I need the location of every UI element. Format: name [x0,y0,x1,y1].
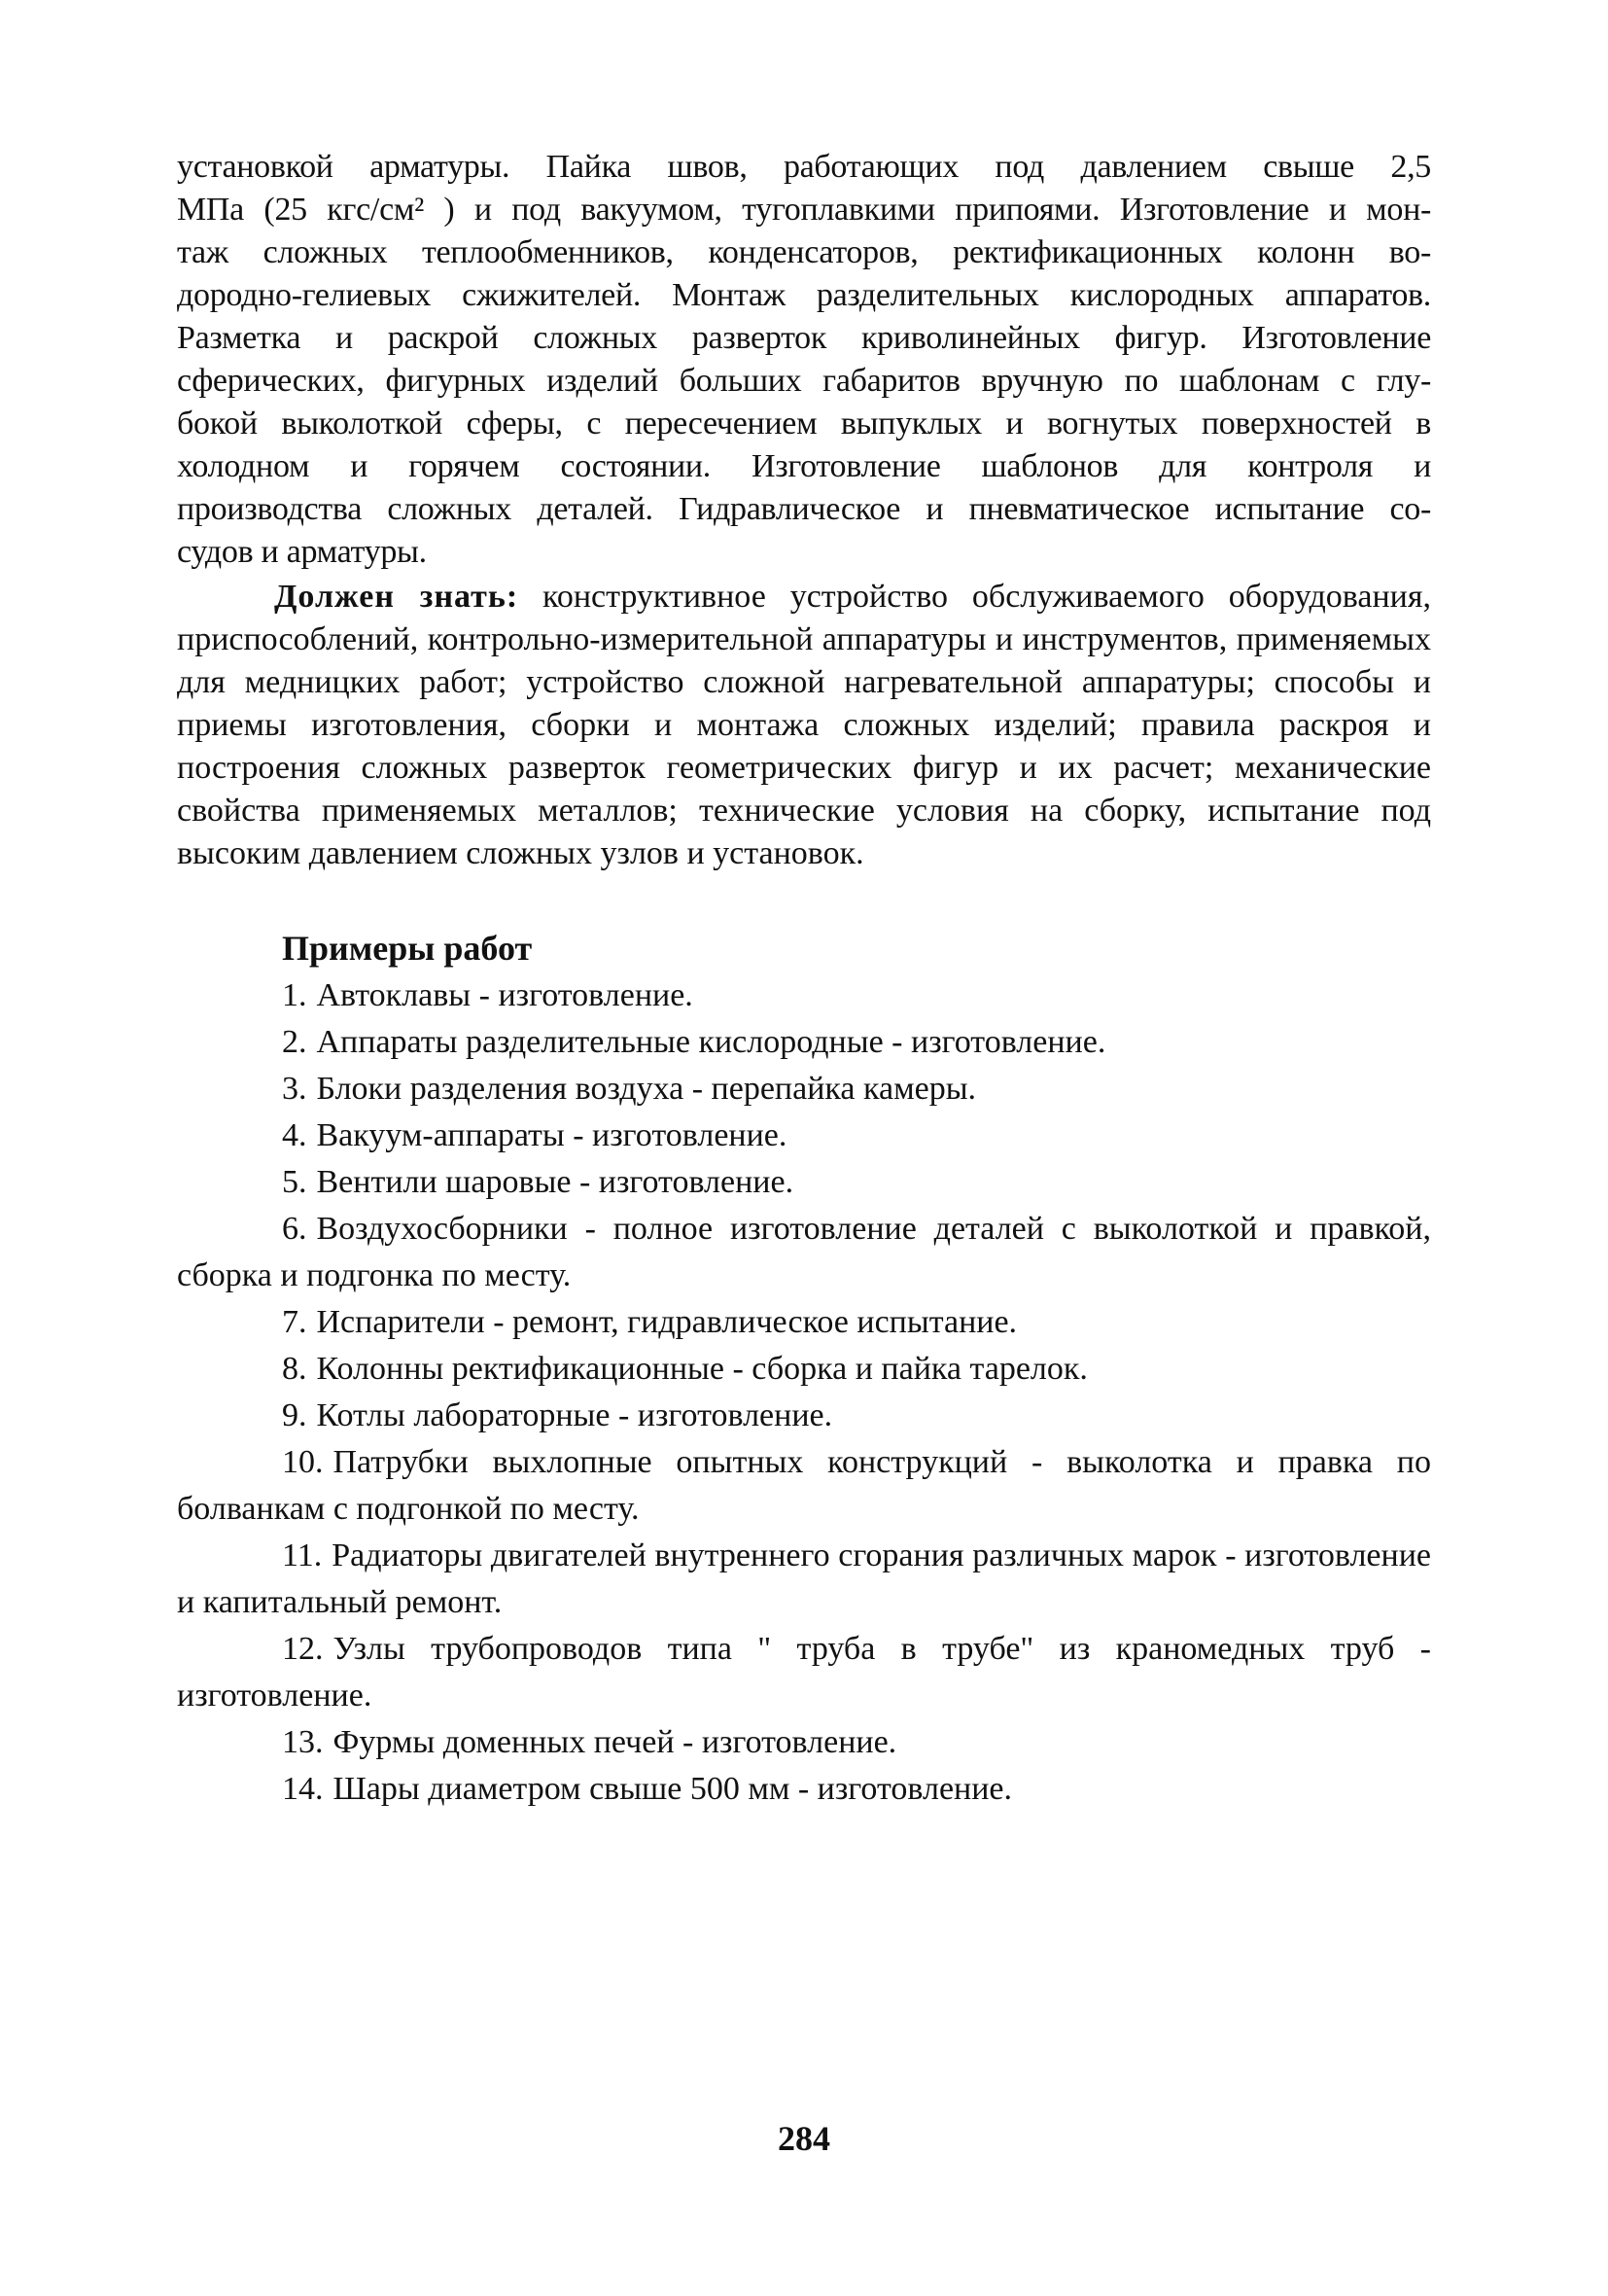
example-number: 10. [282,1444,324,1480]
example-item [177,1113,1431,1159]
example-number: 6. [282,1211,307,1247]
example-text: Аппараты разделительные кислородные - изготовление. [316,1024,1106,1060]
intro-line: установкой арматуры. Пайка швов, работающих под давлением свыше 2,5 [177,149,1431,185]
example-text: Котлы лабораторные - изготовление. [316,1397,833,1433]
example-text: Автоклавы - изготовление. [316,977,693,1013]
example-item [177,1533,1431,1626]
example-text: Блоки разделения воздуха - перепайка камеры. [316,1071,977,1107]
example-number: 13. [282,1724,324,1760]
intro-line: сферических, фигурных изделий больших габаритов вручную по шаблонам с глу- [177,363,1431,399]
example-item [177,1206,1431,1299]
example-number: 4. [282,1117,307,1153]
example-text: Узлы трубопроводов типа " труба в трубе" из краномедных труб - изготовление. [177,1631,1431,1713]
example-number: 11. [282,1537,323,1573]
intro-paragraph [177,146,1431,574]
example-item [177,1346,1431,1393]
example-number: 8. [282,1351,307,1387]
example-text: Радиаторы двигателей внутреннего сгорания различных марок - изготовление и капитальный ремонт. [177,1537,1431,1620]
intro-line: холодном и горячем состоянии. Изготовление шаблонов для контроля и [177,448,1431,484]
intro-line: таж сложных теплообменников, конденсаторов, ректификационных колонн во- [177,234,1431,270]
intro-line: МПа (25 кгс/см² ) и под вакуумом, тугоплавкими припоями. Изготовление и мон- [177,192,1431,228]
example-item [177,1719,1431,1766]
example-item [177,1299,1431,1346]
example-item [177,1159,1431,1206]
example-text: Испарители - ремонт, гидравлическое испытание. [316,1304,1018,1340]
intro-line: производства сложных деталей. Гидравлическое и пневматическое испытание со- [177,491,1431,527]
example-item [177,1019,1431,1066]
page-number: 284 [778,2119,830,2158]
knowledge-paragraph [177,576,1431,875]
example-text: Патрубки выхлопные опытных конструкций - выколотка и правка по болванкам с подгонкой по месту. [177,1444,1431,1527]
intro-line: Разметка и раскрой сложных разверток криволинейных фигур. Изготовление [177,320,1431,356]
example-text: Шары диаметром свыше 500 мм - изготовление. [332,1771,1013,1807]
example-number: 5. [282,1164,307,1200]
knowledge-label: Должен знать: [274,579,519,615]
example-number: 7. [282,1304,307,1340]
example-text: Вентили шаровые - изготовление. [316,1164,794,1200]
example-number: 14. [282,1771,324,1807]
intro-line: бокой выколоткой сферы, с пересечением выпуклых и вогнутых поверхностей в [177,406,1431,442]
intro-line: дородно-гелиевых сжижителей. Монтаж разделительных кислородных аппаратов. [177,277,1431,313]
document-page [177,146,1431,1813]
example-number: 12. [282,1631,324,1667]
example-text: Воздухосборники - полное изготовление деталей с выколоткой и правкой, сборка и подгонка по месту. [177,1211,1431,1293]
examples-heading: Примеры работ [282,929,533,968]
example-number: 1. [282,977,307,1013]
example-item [177,1439,1431,1533]
example-text: Фурмы доменных печей - изготовление. [332,1724,897,1760]
example-number: 2. [282,1024,307,1060]
example-number: 9. [282,1397,307,1433]
example-item [177,1766,1431,1813]
example-item [177,1393,1431,1439]
example-text: Вакуум-аппараты - изготовление. [316,1117,787,1153]
examples-list [177,972,1431,1813]
intro-line: судов и арматуры. [177,534,427,570]
example-text: Колонны ректификационные - сборка и пайка тарелок. [316,1351,1088,1387]
example-item [177,972,1431,1019]
example-number: 3. [282,1071,307,1107]
knowledge-text: конструктивное устройство обслуживаемого оборудования, приспособлений, контрольно-измерительной аппаратуры и инструментов, применяемых для медницких работ; устройство сложной нагревательной аппаратуры; способы и приемы изготовления, сборки и монтажа сложных изделий; правила раскроя и построения сложных разверток геометрических фигур и их расчет; механические свойства применяемых металлов; технические условия на сборку, испытание под высоким давлением сложных узлов и установок. [177,579,1431,871]
example-item [177,1626,1431,1719]
example-item [177,1066,1431,1113]
